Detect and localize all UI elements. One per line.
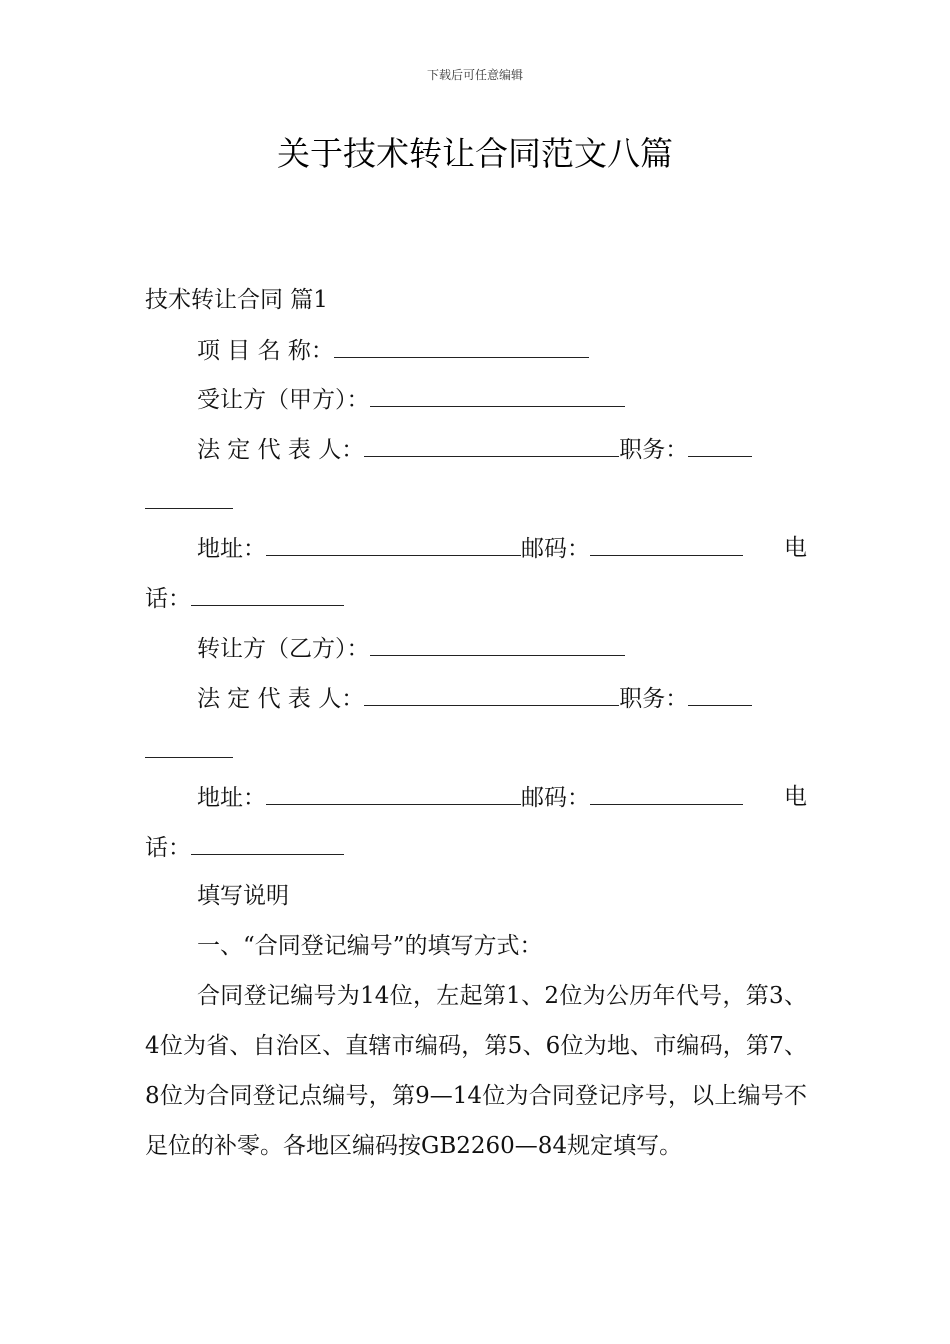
transferor-row bbox=[197, 633, 625, 664]
transferee-label: 受让方（甲方）： bbox=[197, 387, 370, 413]
transferor-label: 转让方（乙方）： bbox=[197, 636, 370, 662]
phone-2-blank[interactable] bbox=[191, 832, 344, 855]
position-2-blank-continued[interactable] bbox=[145, 757, 233, 758]
registration-number-paragraph: 合同登记编号为14位，左起第1、2位为公历年代号，第3、4位为省、自治区、直辖市编码，第5、6位为地、市编码，第7、8位为合同登记点编号，第9—14位为合同登记序号，以上编号不足位的补零。各地区编码按GB2260—84规定填写。 bbox=[145, 983, 807, 1159]
address-1-label: 地址： bbox=[197, 536, 266, 562]
legal-rep-2-label: 法 定 代 表 人： bbox=[197, 686, 365, 712]
address-1-row bbox=[197, 533, 743, 564]
phone-1-prefix: 电 bbox=[784, 535, 807, 561]
legal-rep-1-row bbox=[197, 434, 752, 465]
project-name-blank[interactable] bbox=[334, 335, 589, 358]
phone-1-blank[interactable] bbox=[191, 583, 344, 606]
legal-rep-2-row bbox=[197, 683, 752, 714]
section-heading: 技术转让合同 篇1 bbox=[145, 287, 328, 313]
position-1-blank-continued[interactable] bbox=[145, 508, 233, 509]
transferor-blank[interactable] bbox=[370, 633, 625, 656]
address-1-blank[interactable] bbox=[266, 533, 521, 556]
instructions-heading: 填写说明 bbox=[197, 883, 289, 909]
phone-2-label: 话： bbox=[145, 835, 191, 861]
postcode-1-label: 邮码： bbox=[521, 536, 590, 562]
postcode-1-blank[interactable] bbox=[590, 533, 743, 556]
phone-2-row bbox=[145, 832, 344, 863]
position-1-label: 职务： bbox=[619, 437, 689, 463]
project-name-row bbox=[197, 335, 589, 366]
document-title: 关于技术转让合同范文八篇 bbox=[277, 134, 673, 173]
address-2-label: 地址： bbox=[197, 785, 266, 811]
item-one-heading: 一、“合同登记编号”的填写方式： bbox=[197, 933, 543, 959]
postcode-2-label: 邮码： bbox=[521, 785, 590, 811]
address-2-blank[interactable] bbox=[266, 782, 521, 805]
phone-2-prefix: 电 bbox=[784, 784, 807, 810]
phone-1-row bbox=[145, 583, 344, 614]
legal-rep-2-blank[interactable] bbox=[364, 683, 619, 706]
transferee-row bbox=[197, 384, 625, 415]
postcode-2-blank[interactable] bbox=[590, 782, 743, 805]
legal-rep-1-blank[interactable] bbox=[364, 434, 619, 457]
position-2-blank[interactable] bbox=[688, 683, 752, 706]
address-2-row bbox=[197, 782, 743, 813]
phone-1-label: 话： bbox=[145, 586, 191, 612]
position-2-label: 职务： bbox=[619, 686, 689, 712]
legal-rep-1-label: 法 定 代 表 人： bbox=[197, 437, 365, 463]
position-1-blank[interactable] bbox=[688, 434, 752, 457]
page-header: 下载后可任意编辑 bbox=[426, 68, 523, 82]
project-name-label: 项 目 名 称： bbox=[197, 338, 334, 364]
transferee-blank[interactable] bbox=[370, 384, 625, 407]
